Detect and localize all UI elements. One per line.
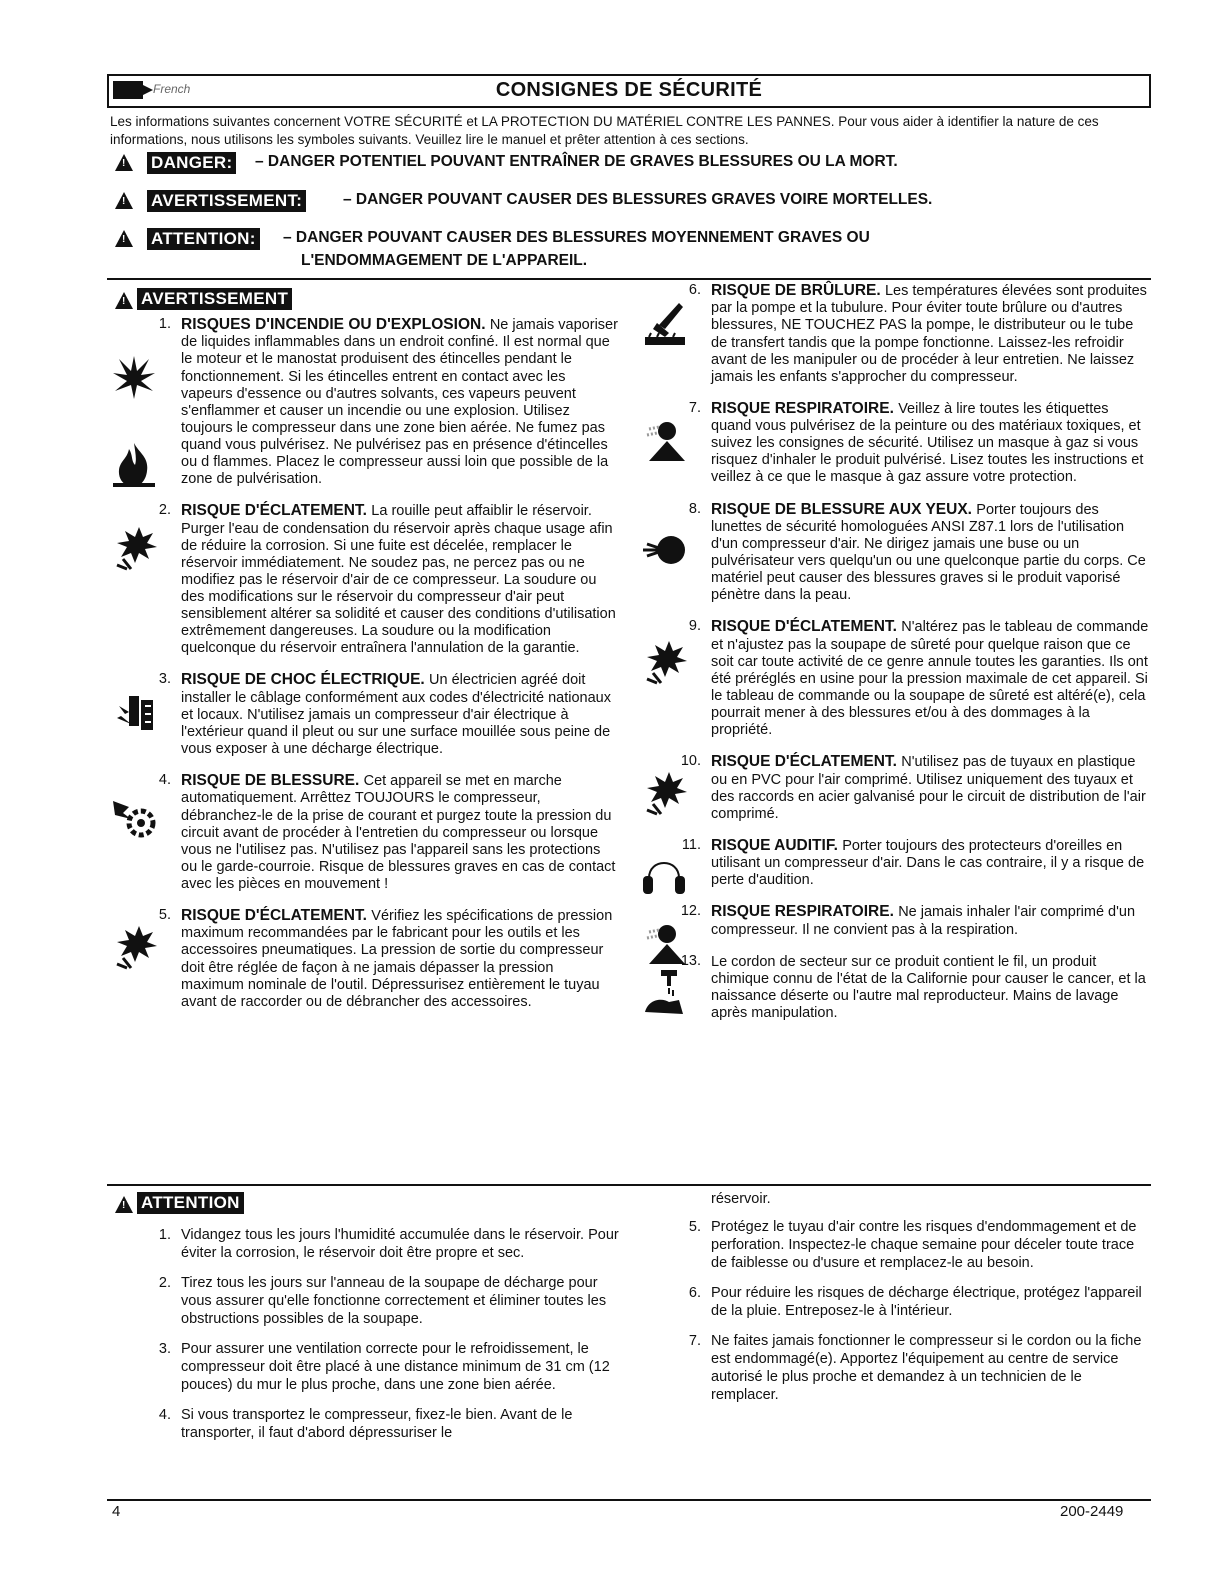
burst-icon (639, 767, 689, 819)
warning-description: – DANGER POUVANT CAUSER DES BLESSURES GRAVES VOIRE MORTELLES. (343, 191, 933, 208)
warning-item (645, 282, 1150, 386)
burst-icon (639, 636, 689, 688)
item-text: Cet appareil se met en marche automatiquement. Arrêttez TOUJOURS le compresseur, débranchez-le de la prise de courant et purgez toute la pression du circuit avant de procéder à l'entretien du compresseur ou lorsque vous ne l'utilisez pas. N'utilisez pas l'appareil sans les protections ou le garde-courroie. Risque de blessures graves en cas de contact avec les pièces en mouvement ! (181, 773, 616, 892)
warning-item (645, 903, 1150, 938)
page-title: CONSIGNES DE SÉCURITÉ (495, 79, 763, 101)
item-number: 3. (158, 1341, 171, 1357)
caution-item (645, 1284, 1150, 1320)
item-number: 1. (158, 1227, 171, 1243)
sparks-icon (109, 350, 159, 402)
signal-caution (115, 226, 1115, 274)
caution-item (115, 1274, 620, 1328)
item-title: RISQUE RESPIRATOIRE. (711, 399, 899, 417)
electric-shock-icon (109, 685, 159, 737)
document-number: 200-2449 (1060, 1503, 1124, 1520)
item-number: 3. (158, 671, 171, 688)
warning-triangle-icon (115, 1196, 133, 1213)
item-number: 7. (688, 1333, 701, 1349)
caution-item (115, 1226, 620, 1262)
item-text: réservoir. (711, 1191, 771, 1207)
caution-right-column (645, 1190, 1150, 1416)
danger-description: – DANGER POTENTIEL POUVANT ENTRAÎNER DE GRAVES BLESSURES OU LA MORT. (255, 153, 898, 170)
item-text: Ne jamais inhaler l'air comprimé d'un compresseur. Il ne convient pas à la respiration. (711, 904, 1136, 938)
item-number: 9. (688, 618, 701, 635)
item-title: RISQUE AUDITIF. (711, 836, 843, 854)
warning-right-column (645, 282, 1150, 1036)
item-text: Pour réduire les risques de décharge électrique, protégez l'appareil de la pluie. Entreposez-le à l'intérieur. (711, 1285, 1142, 1319)
section-rule (107, 278, 1151, 280)
item-number: 5. (158, 907, 171, 924)
section-rule (107, 1184, 1151, 1186)
item-text: Les températures élevées sont produites par la pompe et la tubulure. Pour éviter toute brûlure ou d'autres blessures, NE TOUCHEZ PAS la pompe, le distributeur ou le tube de transfert tandis que la pompe fonctionne. Laissez-les refroidir avant de les manipuler ou de procéder à leur entretien. Ne laissez jamais les enfants s'approcher du compresseur. (711, 283, 1147, 385)
respiratory-icon (639, 414, 689, 466)
fire-icon (109, 438, 159, 490)
warning-section-badge: AVERTISSEMENT (137, 288, 292, 310)
footer-rule (107, 1499, 1151, 1501)
item-text: Tirez tous les jours sur l'anneau de la soupape de décharge pour vous assurer qu'elle fonctionne correctement et éliminer toutes les obstructions possibles de la soupape. (181, 1275, 607, 1327)
item-text: Porter toujours des protecteurs d'oreilles en utilisant un compresseur d'air. Dans le cas contraire, il y a risque de perte d'audition. (711, 837, 1145, 889)
hot-surface-icon (639, 298, 689, 350)
item-number: 4. (158, 1407, 171, 1423)
burst-icon (109, 921, 159, 973)
item-title: RISQUE D'ÉCLATEMENT. (711, 753, 902, 771)
item-number: 4. (158, 772, 171, 789)
caution-badge: ATTENTION: (147, 228, 260, 250)
hand-washing-icon (639, 967, 689, 1019)
item-number: 6. (688, 282, 701, 298)
item-number: 7. (688, 399, 701, 416)
warning-triangle-icon (115, 192, 133, 209)
item-text: Le cordon de secteur sur ce produit contient le fil, un produit chimique connu de l'état de la Californie pour causer le cancer, et la naissance déserte ou l'autre mal reproducteur. Mains de lavage après manipulation. (711, 953, 1146, 1022)
language-label: French (153, 82, 191, 96)
item-title: RISQUE DE CHOC ÉLECTRIQUE. (181, 671, 430, 689)
warning-item (645, 837, 1150, 890)
item-number: 2. (158, 502, 171, 519)
caution-description-line2: L'ENDOMMAGEMENT DE L'APPAREIL. (301, 252, 588, 269)
item-text: Si vous transportez le compresseur, fixez-le bien. Avant de le transporter, il faut d'abord dépressuriser le (181, 1407, 573, 1441)
warning-triangle-icon (115, 154, 133, 171)
item-number: 10. (680, 753, 701, 770)
caution-description: – DANGER POUVANT CAUSER DES BLESSURES MOYENNEMENT GRAVES OU (283, 229, 870, 246)
warning-item (645, 953, 1150, 1023)
item-title: RISQUE RESPIRATOIRE. (711, 903, 899, 921)
warning-triangle-icon (115, 230, 133, 247)
page-number: 4 (112, 1503, 121, 1520)
warning-item (115, 671, 620, 758)
item-number: 13. (680, 952, 701, 969)
hearing-protection-icon (639, 847, 689, 899)
caution-item-continuation (645, 1190, 1150, 1208)
item-text: N'utilisez pas de tuyaux en plastique ou en PVC pour l'air comprimé. Utilisez uniquement des tuyaux et des raccords en acier galvanisé pour le circuit de distribution de l'air comprimé. (711, 754, 1146, 822)
caution-section-badge: ATTENTION (137, 1192, 244, 1214)
item-title: RISQUES D'INCENDIE OU D'EXPLOSION. (181, 316, 490, 333)
item-text: Vérifiez les spécifications de pression maximum recommandées par le fabricant pour les outils et les accessoires pneumatiques. La pression de sortie du compresseur doit être réglée de façon à ne jamais dépasser la pression maximum nominale de l'outil. Dépressurisez entièrement le tuyau avant de raccorder ou de débrancher des accessoires. (181, 908, 613, 1010)
item-text: Protégez le tuyau d'air contre les risques d'endommagement et de perforation. Inspectez-le chaque semaine pour déceler toute trace de faiblesse ou d'usure et remplacez-le au besoin. (711, 1219, 1137, 1271)
item-text: Un électricien agréé doit installer le câblage conformément aux codes d'électricité nationaux et locaux. N'utilisez jamais un compresseur d'air électrique à l'extérieur quand il pleut ou sur une surface mouillée sous peine de vous exposer à une décharge électrique. (181, 672, 611, 758)
item-number: 2. (158, 1275, 171, 1291)
intro-paragraph: Les informations suivantes concernent VOTRE SÉCURITÉ et LA PROTECTION DU MATÉRIEL CONTRE LES PANNES. Pour vous aider à identifier la nature de ces informations, nous utilisons les symboles suivants. Veuillez lire le manuel et prêter attention à ces sections. (110, 114, 1099, 147)
item-number: 6. (688, 1285, 701, 1301)
caution-item (115, 1340, 620, 1394)
signal-warning (115, 188, 1115, 216)
warning-item (645, 618, 1150, 739)
warning-item (645, 400, 1150, 487)
item-text: Vidangez tous les jours l'humidité accumulée dans le réservoir. Pour éviter la corrosion, le réservoir doit être propre et sec. (181, 1227, 619, 1261)
item-number: 11. (681, 836, 701, 853)
item-text: Veillez à lire toutes les étiquettes quand vous pulvérisez de la peinture ou des matériaux toxiques, et suivez les consignes de sécurité. Utilisez un masque à gaz si vous risquez d'inhaler le produit pulvérisé. Lisez toutes les instructions et veillez à ce que le masque à gaz assure votre protection. (711, 400, 1144, 486)
warning-triangle-icon (115, 292, 133, 309)
item-text: Ne jamais vaporiser de liquides inflammables dans un endroit confiné. Il est normal que le moteur et le manostat produisent des étincelles pendant le fonctionnement. Si les étincelles entrent en contact avec les vapeurs d'essence ou d'autres solvants, ces vapeurs peuvent s'enflammer et causer un incendie ou une explosion. Utilisez toujours le compresseur dans une zone bien aérée. Ne fumez pas quand vous pulvérisez. Ne pulvérisez pas en présence d'étincelles ou d flammes. Placez le compresseur aussi loin que possible de la zone de pulvérisation. (181, 317, 618, 488)
caution-item (645, 1332, 1150, 1404)
item-title: RISQUE D'ÉCLATEMENT. (181, 502, 372, 520)
item-title: RISQUE DE BRÛLURE. (711, 282, 885, 299)
item-text: Porter toujours des lunettes de sécurité homologuées ANSI Z87.1 lors de l'utilisation d'un compresseur d'air. Ne dirigez jamais une buse ou un pulvérisateur vers quelqu'un ou une quelconque partie du corps. Ce matériel peut causer des blessures graves si le produit vaporisé pénètre dans la peau. (711, 501, 1146, 604)
warning-item (115, 772, 620, 893)
caution-item (115, 1406, 620, 1442)
warning-item (645, 753, 1150, 823)
burst-icon (109, 522, 159, 574)
item-title: RISQUE DE BLESSURE. (181, 772, 364, 790)
item-number: 8. (688, 500, 701, 517)
item-text: Ne faites jamais fonctionner le compresseur si le cordon ou la fiche est endommagé(e). Apportez l'équipement au centre de service autorisé le plus proche et demandez à un technicien de le remplacer. (711, 1333, 1142, 1403)
item-text: Pour assurer une ventilation correcte pour le refroidissement, le compresseur doit être placé à une distance minimum de 31 cm (12 pouces) du mur le plus proche, dans une zone bien aérée. (181, 1341, 610, 1393)
warning-item (115, 907, 620, 1011)
warning-left-column (115, 316, 620, 1025)
eye-injury-icon (639, 523, 689, 575)
item-number: 12. (680, 903, 701, 920)
danger-badge: DANGER: (147, 152, 236, 174)
warning-badge: AVERTISSEMENT: (147, 190, 306, 212)
item-text: La rouille peut affaiblir le réservoir. Purger l'eau de condensation du réservoir après chaque usage afin de réduire la corrosion. Si une fuite est décelée, remplacer le réservoir immédiatement. Ne soudez pas, ne percez pas ou ne modifiez pas le réservoir d'air de ce compresseur. La soudure ou des modifications sur le réservoir du compresseur d'air peut sensiblement altérer sa solidité et causer des conditions d'utilisation extrêmement dangereuses. La soudure ou la modification quelconque du réservoir entraînera l'annulation de la garantie. (181, 503, 616, 657)
moving-parts-icon (109, 792, 159, 844)
item-title: RISQUE DE BLESSURE AUX YEUX. (711, 500, 977, 518)
item-title: RISQUE D'ÉCLATEMENT. (181, 907, 372, 925)
item-number: 1. (158, 316, 171, 332)
warning-item (115, 316, 620, 488)
item-text: N'altérez pas le tableau de commande et n'ajustez pas la soupape de sûreté pour quelque raison que ce soit car toute activité de ce genre annule toutes les garanties. Ils ont été préréglés en usine pour la pression maximale de cet appareil. Si le tableau de commande ou la soupape de sûreté est altéré(e), cela pourrait mener à des blessures et/ou à des dommages à la propriété. (711, 619, 1149, 739)
item-number: 5. (688, 1219, 701, 1235)
caution-item (645, 1218, 1150, 1272)
signal-danger (115, 150, 1115, 178)
item-title: RISQUE D'ÉCLATEMENT. (711, 618, 902, 636)
warning-item (115, 502, 620, 657)
caution-left-column (115, 1226, 620, 1454)
warning-item (645, 501, 1150, 605)
